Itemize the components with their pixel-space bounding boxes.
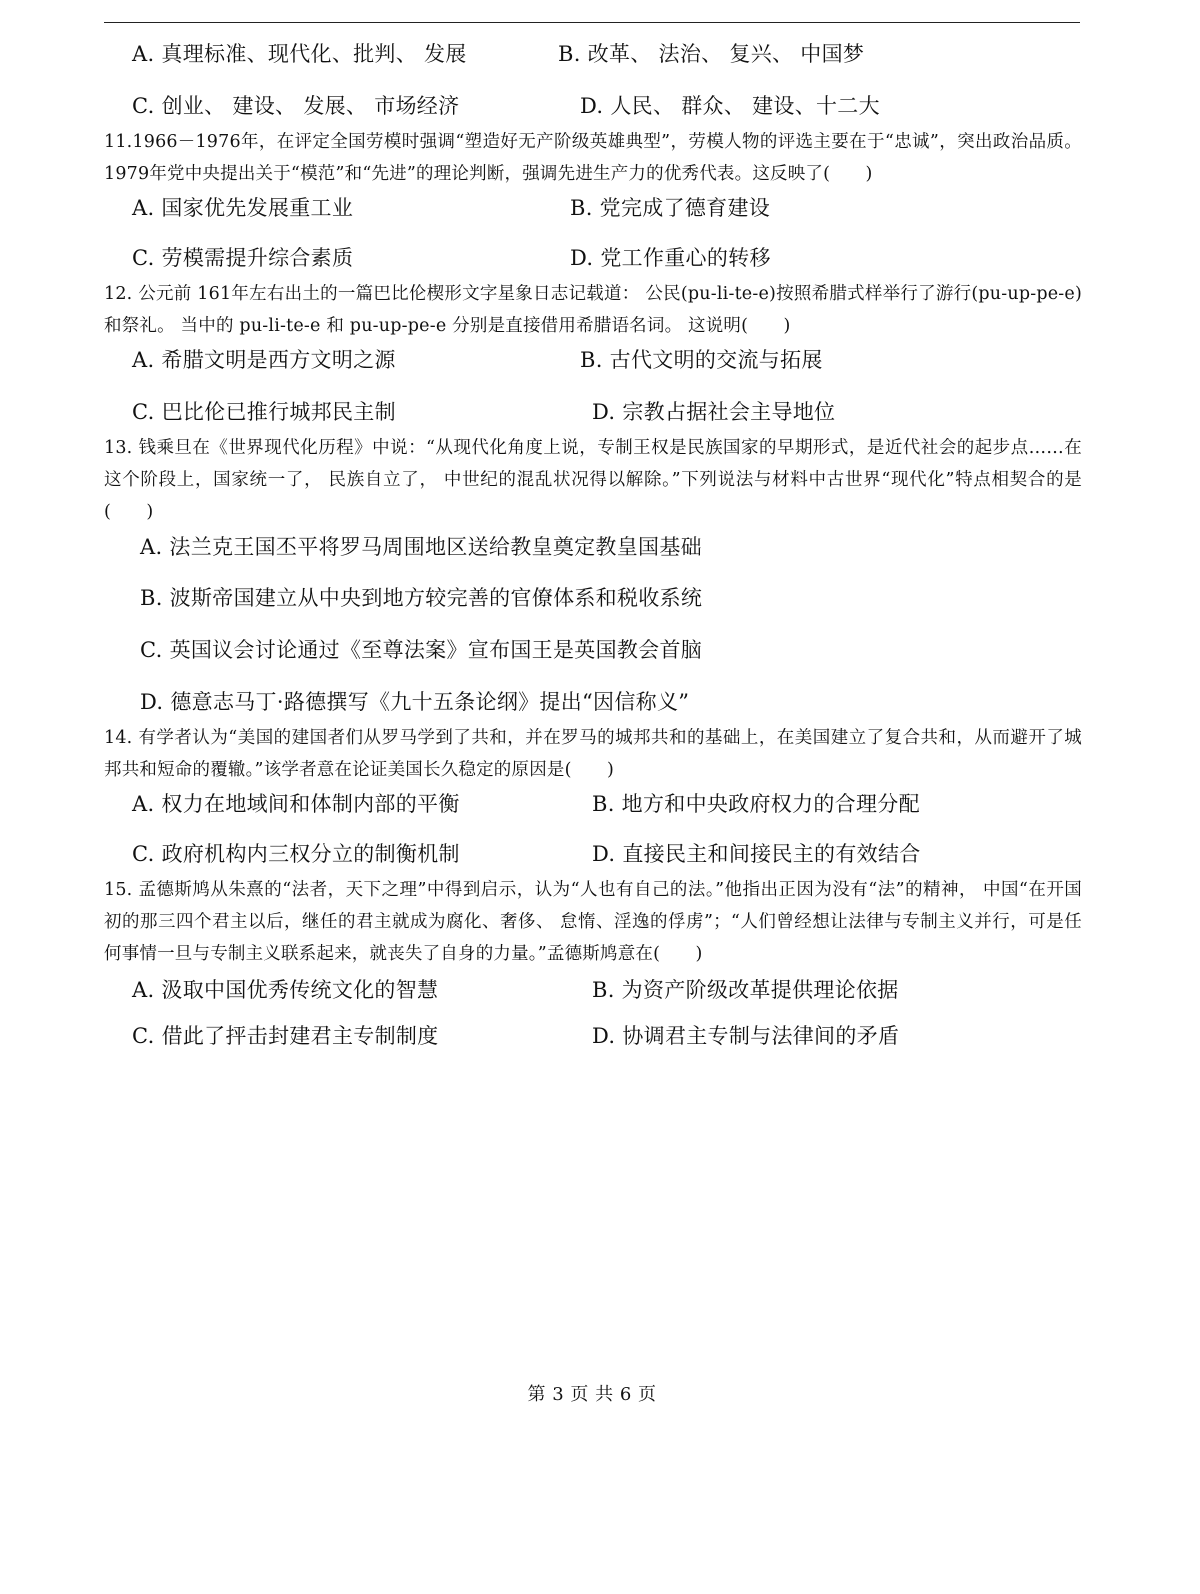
q12-option-b[interactable]: B. 古代文明的交流与拓展 [580,348,823,372]
q12-stem: 12. 公元前 161年左右出土的一篇巴比伦楔形文字星象日志记载道： 公民(pu-li-te-e)按照希腊式样举行了游行(pu-up-pe-e)和祭礼。 当中的 pu-li-te-e 和 pu-up-pe-e 分别是直接借用希腊语名词。 这说明( ) [104,284,1082,336]
q14-option-d[interactable]: D. 直接民主和间接民主的有效结合 [592,842,921,866]
q14-option-b[interactable]: B. 地方和中央政府权力的合理分配 [592,792,920,816]
q13-option-a[interactable]: A. 法兰克王国丕平将罗马周围地区送给教皇奠定教皇国基础 [140,535,702,559]
q15-option-b[interactable]: B. 为资产阶级改革提供理论依据 [592,978,899,1002]
q15-option-a[interactable]: A. 汲取中国优秀传统文化的智慧 [132,978,439,1002]
header-rule [104,22,1080,23]
q15-option-d[interactable]: D. 协调君主专制与法律间的矛盾 [592,1024,900,1048]
q15-option-c[interactable]: C. 借此了抨击封建君主专制制度 [132,1024,439,1048]
q14-stem: 14. 有学者认为“美国的建国者们从罗马学到了共和，并在罗马的城邦共和的基础上，在美国建立了复合共和，从而避开了城邦共和短命的覆辙。”该学者意在论证美国长久稳定的原因是( ) [104,728,1082,780]
q12-option-d[interactable]: D. 宗教占据社会主导地位 [592,400,836,424]
q11-stem: 11.1966－1976年，在评定全国劳模时强调“塑造好无产阶级英雄典型”，劳模人物的评选主要在于“忠诚”，突出政治品质。1979年党中央提出关于“模范”和“先进”的理论判断，强调先进生产力的优秀代表。这反映了( ) [104,132,1082,184]
q14-option-c[interactable]: C. 政府机构内三权分立的制衡机制 [132,842,460,866]
q13-option-d[interactable]: D. 德意志马丁·路德撰写《九十五条论纲》提出“因信称义” [140,690,690,714]
q13-option-b[interactable]: B. 波斯帝国建立从中央到地方较完善的官僚体系和税收系统 [140,586,703,610]
q11-option-b[interactable]: B. 党完成了德育建设 [570,196,771,220]
q10-option-c[interactable]: C. 创业、 建设、 发展、 市场经济 [132,94,460,118]
q10-option-d[interactable]: D. 人民、 群众、 建设、十二大 [580,94,880,118]
q10-option-b[interactable]: B. 改革、 法治、 复兴、 中国梦 [558,42,865,66]
q11-option-c[interactable]: C. 劳模需提升综合素质 [132,246,354,270]
q11-option-d[interactable]: D. 党工作重心的转移 [570,246,771,270]
q15-stem: 15. 孟德斯鸠从朱熹的“法者，天下之理”中得到启示，认为“人也有自己的法。”他指出正因为没有“法”的精神， 中国“在开国初的那三四个君主以后，继任的君主就成为腐化、奢侈、 怠惰、淫逸的俘虏”；“人们曾经想让法律与专制主义并行，可是任何事情一旦与专制主义联系起来，就丧失了自身的力量。”孟德斯鸠意在( ) [104,880,1082,964]
q13-stem: 13. 钱乘旦在《世界现代化历程》中说：“从现代化角度上说，专制王权是民族国家的早期形式，是近代社会的起步点……在这个阶段上，国家统一了， 民族自立了， 中世纪的混乱状况得以解除。”下列说法与材料中古世界“现代化”特点相契合的是( ) [104,438,1082,522]
q12-option-c[interactable]: C. 巴比伦已推行城邦民主制 [132,400,396,424]
q11-option-a[interactable]: A. 国家优先发展重工业 [132,196,354,220]
page-number: 第 3 页 共 6 页 [527,1384,657,1405]
q12-option-a[interactable]: A. 希腊文明是西方文明之源 [132,348,396,372]
q14-option-a[interactable]: A. 权力在地域间和体制内部的平衡 [132,792,460,816]
q13-option-c[interactable]: C. 英国议会讨论通过《至尊法案》宣布国王是英国教会首脑 [140,638,703,662]
q10-option-a[interactable]: A. 真理标准、现代化、批判、 发展 [132,42,467,66]
